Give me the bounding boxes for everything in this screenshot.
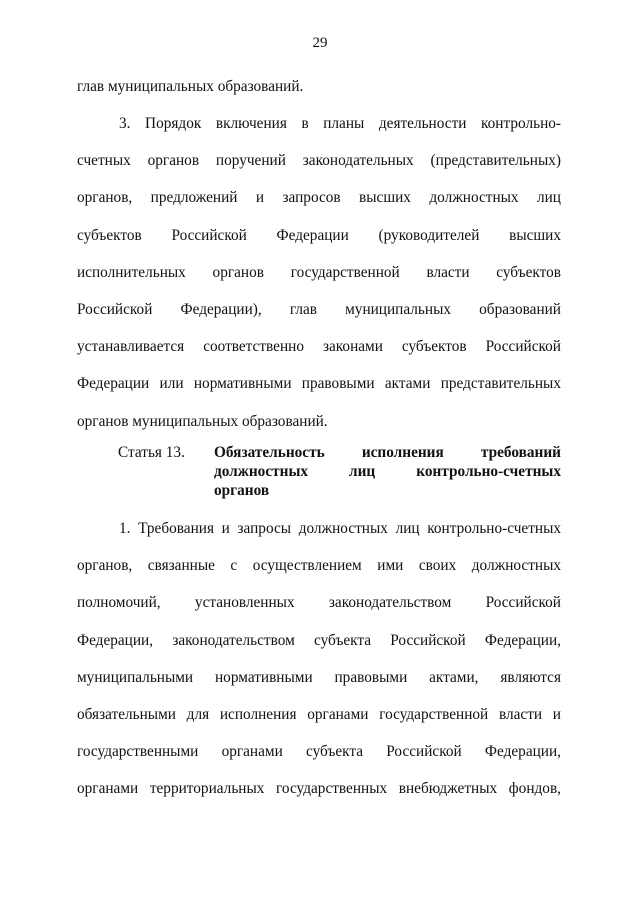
article-title: [214, 443, 561, 500]
text-line: муниципальными нормативными правовыми актами, являются: [77, 668, 561, 686]
text-line: полномочий, установленных законодательством Российской: [77, 594, 561, 612]
article-title-line: органов: [214, 482, 270, 499]
paragraph-1: [77, 510, 561, 808]
article-label: Статья 13.: [118, 444, 185, 461]
text-line: устанавливается соответственно законами субъектов Российской: [77, 338, 561, 356]
article-title-line: должностных лиц контрольно-счетных: [214, 463, 561, 480]
text-line: обязательными для исполнения органами государственной власти и: [77, 705, 561, 723]
article-title-line: Обязательность исполнения требований: [214, 444, 561, 461]
text-line: счетных органов поручений законодательных (представительных): [77, 152, 561, 170]
text-line: органами территориальных государственных внебюджетных фондов,: [77, 780, 561, 798]
text-line: государственными органами субъекта Российской Федерации,: [77, 743, 561, 761]
text-line: субъектов Российской Федерации (руководителей высших: [77, 226, 561, 244]
text-line: органов, связанные с осуществлением ими своих должностных: [77, 557, 561, 575]
text-line: Федерации или нормативными правовыми актами представительных: [77, 375, 561, 393]
text-line: органов, предложений и запросов высших должностных лиц: [77, 189, 561, 207]
text-line: 1. Требования и запросы должностных лиц контрольно-счетных: [119, 520, 561, 537]
paragraph-fragment: [77, 68, 561, 105]
text-line: Российской Федерации), глав муниципальных образований: [77, 300, 561, 318]
text-line: глав муниципальных образований.: [77, 78, 304, 95]
page-number: 29: [312, 35, 328, 51]
text-line: исполнительных органов государственной власти субъектов: [77, 263, 561, 281]
paragraph-3: [77, 105, 561, 440]
text-line: 3. Порядок включения в планы деятельности контрольно-: [119, 115, 561, 132]
text-line: Федерации, законодательством субъекта Российской Федерации,: [77, 631, 561, 649]
text-line: органов муниципальных образований.: [77, 412, 328, 430]
